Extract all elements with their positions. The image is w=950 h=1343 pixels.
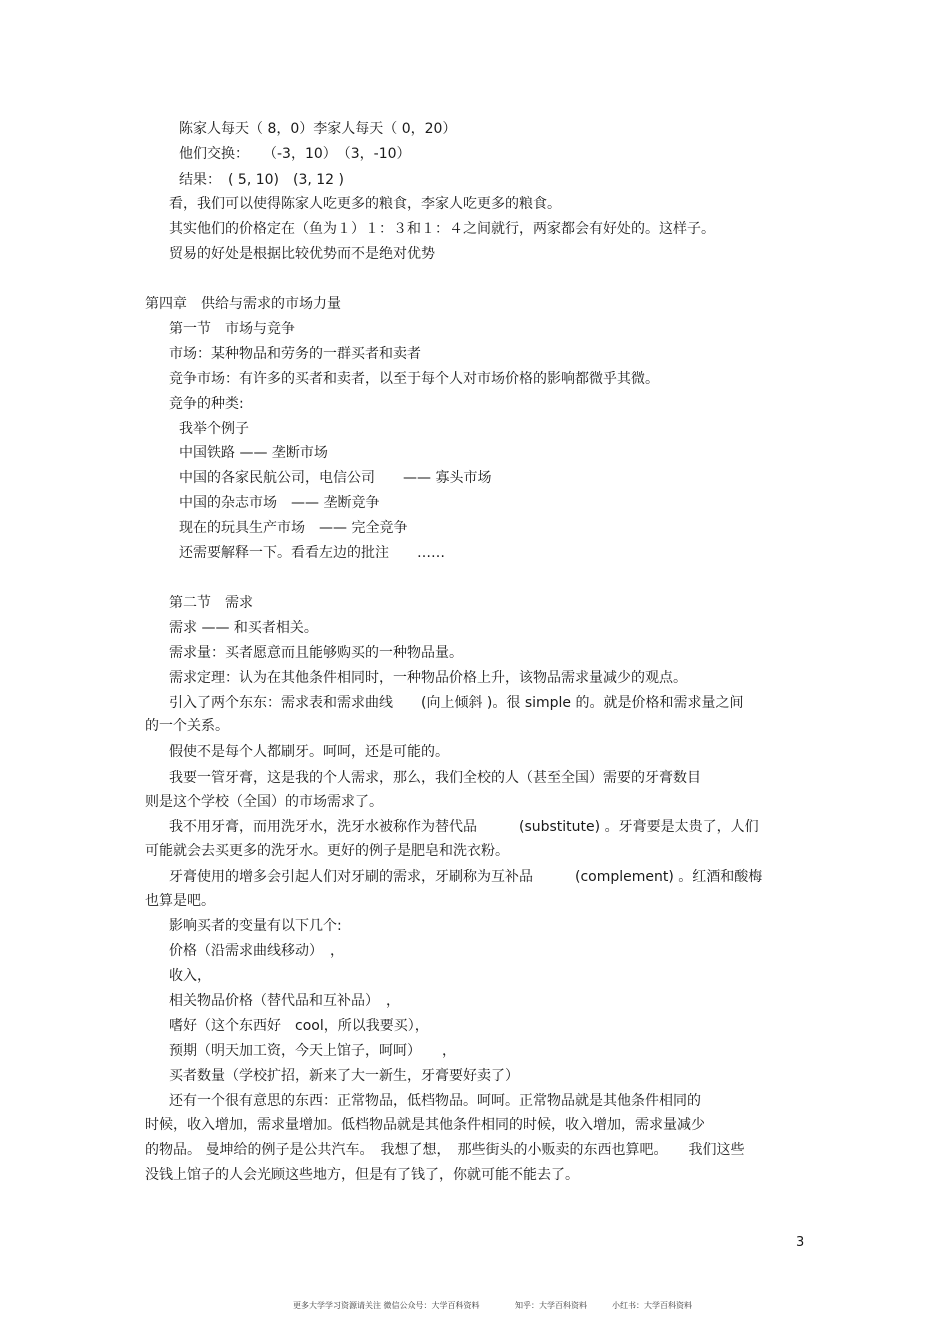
page-number: 3 bbox=[796, 1235, 805, 1250]
text-line: 嗜好（这个东西好 cool，所以我要买）， bbox=[169, 1018, 429, 1034]
text-line: 牙膏使用的增多会引起人们对牙刷的需求，牙刷称为互补品 (complement) 。红酒和酸梅 bbox=[169, 869, 763, 885]
text-line: 没钱上馆子的人会光顾这些地方，但是有了钱了，你就可能不能去了。 bbox=[145, 1167, 579, 1183]
text-line: 其实他们的价格定在（鱼为１）１：３和１：４之间就行，两家都会有好处的。这样子。 bbox=[169, 221, 715, 237]
text-line: 竞争的种类: bbox=[169, 396, 244, 412]
text-line: 市场：某种物品和劳务的一群买者和卖者 bbox=[169, 346, 421, 362]
section-heading: 第二节 需求 bbox=[169, 595, 253, 611]
text-line: 中国的杂志市场 —— 垄断竞争 bbox=[179, 495, 380, 511]
text-line: 买者数量（学校扩招，新来了大一新生，牙膏要好卖了） bbox=[169, 1068, 519, 1084]
text-line: 影响买者的变量有以下几个: bbox=[169, 918, 342, 934]
chapter-heading: 第四章 供给与需求的市场力量 bbox=[145, 296, 341, 312]
text-line: 相关物品价格（替代品和互补品） ， bbox=[169, 993, 400, 1009]
text-line: 还需要解释一下。看看左边的批注 …… bbox=[179, 545, 445, 561]
text-line: 需求量：买者愿意而且能够购买的一种物品量。 bbox=[169, 645, 463, 661]
text-line: 结果： ( 5, 10) (3, 12 ) bbox=[179, 172, 344, 188]
text-line: 中国的各家民航公司，电信公司 —— 寡头市场 bbox=[179, 470, 492, 486]
text-line: 现在的玩具生产市场 —— 完全竞争 bbox=[179, 520, 408, 536]
text-line: 预期（明天加工资，今天上馆子，呵呵） ， bbox=[169, 1043, 456, 1059]
text-line: 假使不是每个人都刷牙。呵呵，还是可能的。 bbox=[169, 744, 449, 760]
text-line: 的物品。 曼坤给的例子是公共汽车。 我想了想， 那些街头的小贩卖的东西也算吧。 我们这些 bbox=[145, 1142, 745, 1158]
footer-zhihu: 知乎：大学百科资料 bbox=[515, 1301, 587, 1310]
footer-wechat: 更多大学学习资源请关注 微信公众号：大学百科资料 bbox=[293, 1301, 480, 1310]
text-line: 收入， bbox=[169, 968, 211, 984]
text-line: 需求 —— 和买者相关。 bbox=[169, 620, 318, 636]
text-line: 则是这个学校（全国）的市场需求了。 bbox=[145, 794, 383, 810]
text-line: 竞争市场：有许多的买者和卖者，以至于每个人对市场价格的影响都微乎其微。 bbox=[169, 371, 659, 387]
text-line: 价格（沿需求曲线移动） ， bbox=[169, 943, 344, 959]
text-line: 我举个例子 bbox=[179, 421, 249, 437]
text-line: 我不用牙膏，而用洗牙水，洗牙水被称作为替代品 (substitute) 。牙膏要是太贵了，人们 bbox=[169, 819, 759, 835]
text-line: 需求定理：认为在其他条件相同时，一种物品价格上升，该物品需求量减少的观点。 bbox=[169, 670, 687, 686]
text-line: 还有一个很有意思的东西：正常物品，低档物品。呵呵。正常物品就是其他条件相同的 bbox=[169, 1093, 701, 1109]
text-line: 贸易的好处是根据比较优势而不是绝对优势 bbox=[169, 246, 435, 262]
footer-xiaohongshu: 小红书：大学百科资料 bbox=[612, 1301, 692, 1310]
text-line: 看，我们可以使得陈家人吃更多的粮食，李家人吃更多的粮食。 bbox=[169, 196, 561, 212]
text-line: 我要一管牙膏，这是我的个人需求，那么，我们全校的人（甚至全国）需要的牙膏数目 bbox=[169, 770, 701, 786]
text-line: 陈家人每天（ 8，0）李家人每天（ 0，20） bbox=[179, 121, 457, 137]
section-heading: 第一节 市场与竞争 bbox=[169, 321, 295, 337]
text-line: 也算是吧。 bbox=[145, 893, 215, 909]
text-line: 他们交换： （-3，10） （3，-10） bbox=[179, 146, 411, 162]
text-line: 时候，收入增加，需求量增加。低档物品就是其他条件相同的时候，收入增加，需求量减少 bbox=[145, 1117, 705, 1133]
text-line: 引入了两个东东：需求表和需求曲线 (向上倾斜 )。很 simple 的。就是价格和需求量之间 bbox=[169, 695, 744, 711]
text-line: 可能就会去买更多的洗牙水。更好的例子是肥皂和洗衣粉。 bbox=[145, 843, 509, 859]
text-line: 的一个关系。 bbox=[145, 718, 229, 734]
text-line: 中国铁路 —— 垄断市场 bbox=[179, 445, 328, 461]
